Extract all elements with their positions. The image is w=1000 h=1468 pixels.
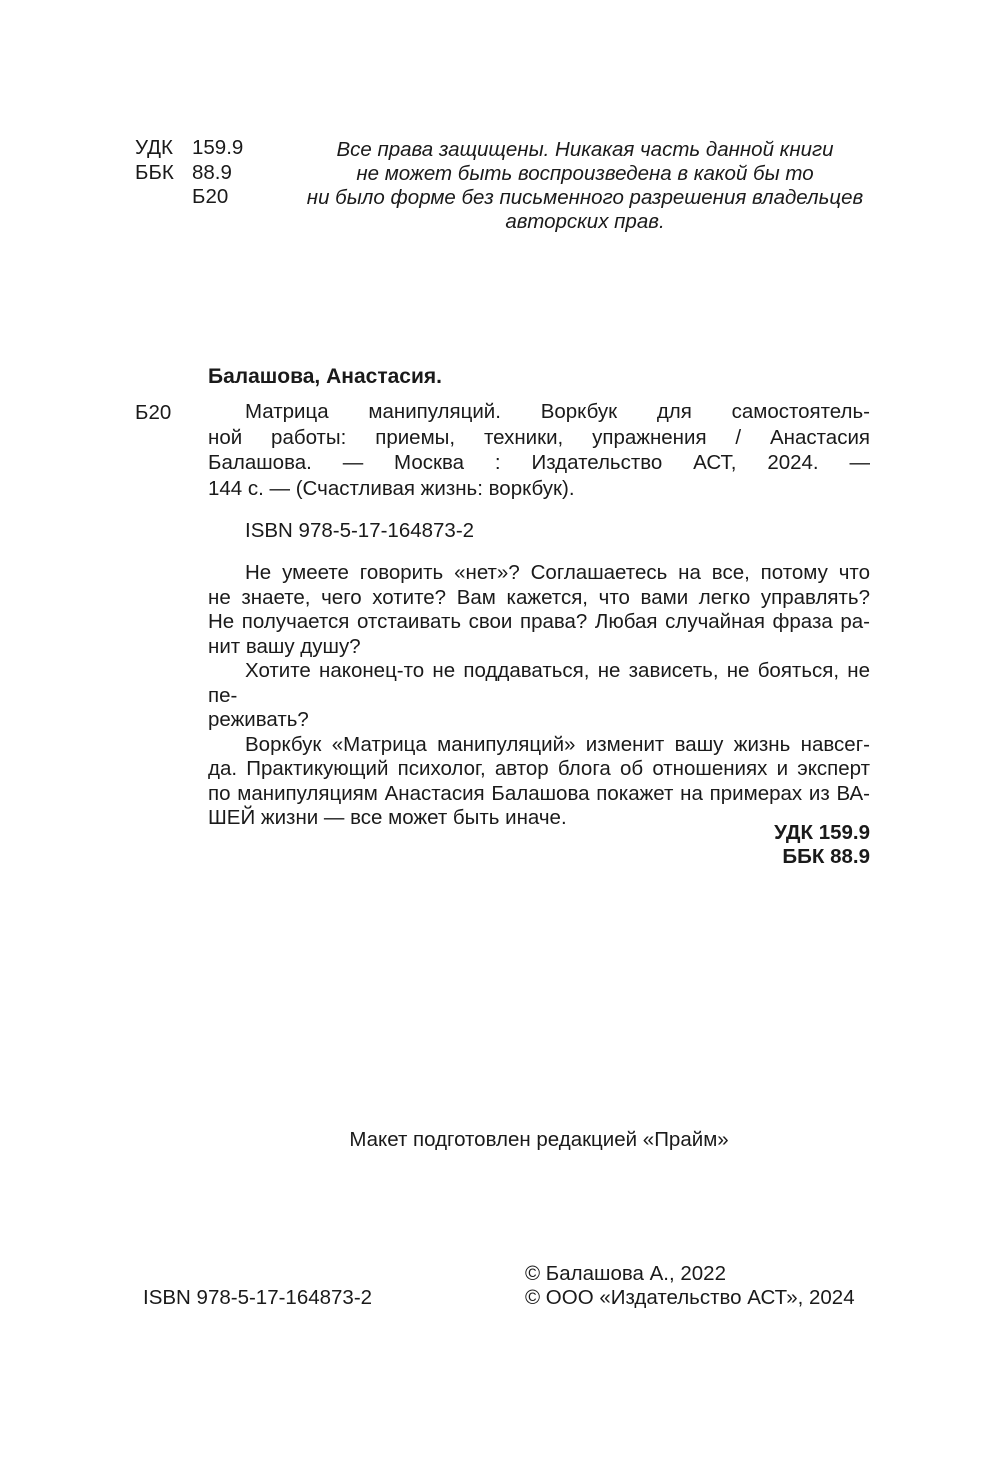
text-line: ни было форме без письменного разрешения владельцев: [306, 186, 864, 209]
text-line: да. Практикующий психолог, автор блога об отношениях и эксперт: [208, 757, 870, 780]
bottom-udk: УДК 159.9: [774, 821, 870, 844]
text-line: нит вашу душу?: [208, 634, 361, 658]
text-line: © ООО «Издательство АСТ», 2024: [525, 1286, 855, 1309]
text-line: Все права защищены. Никакая часть данной книги: [336, 138, 834, 161]
bbk-label: ББК: [135, 160, 174, 184]
text-line: по манипуляциям Анастасия Балашова покажет на примерах из ВА-: [208, 781, 870, 805]
text-line: Матрица манипуляций. Воркбук для самостоятель-: [245, 400, 870, 423]
udk-label: УДК: [135, 136, 173, 159]
text-line: авторских прав.: [505, 210, 665, 233]
text-line: Балашова. — Москва : Издательство АСТ, 2024. —: [208, 451, 870, 474]
annotation: [208, 561, 870, 831]
text-line: не может быть воспроизведена в какой бы то: [356, 162, 814, 185]
catalog-entry: [208, 399, 870, 501]
author-sign-row: [135, 185, 243, 210]
footer-isbn: ISBN 978-5-17-164873-2: [143, 1286, 373, 1309]
bbk-value: 88.9: [192, 160, 232, 184]
bottom-classification: [208, 821, 870, 868]
author-sign-value: Б20: [192, 185, 229, 208]
annotation-paragraph-2: [208, 659, 870, 733]
footer-copyright: [525, 1262, 855, 1310]
text-line: ной работы: приемы, техники, упражнения / Анастасия: [208, 425, 870, 449]
top-classification-codes: [135, 136, 243, 210]
udk-value: 159.9: [192, 136, 244, 159]
text-line: ШЕЙ жизни — все может быть иначе.: [208, 806, 567, 829]
udk-row: [135, 136, 243, 161]
text-line: Не умеете говорить «нет»? Соглашаетесь на все, потому что: [245, 561, 870, 584]
annotation-paragraph-1: [208, 561, 870, 659]
text-line: © Балашова А., 2022: [525, 1262, 726, 1285]
imprint-line: Макет подготовлен редакцией «Прайм»: [349, 1128, 729, 1151]
text-line: Воркбук «Матрица манипуляций» изменит вашу жизнь навсег-: [245, 732, 870, 756]
text-line: Не получается отстаивать свои права? Любая случайная фраза ра-: [208, 610, 870, 633]
rights-notice: [300, 138, 870, 234]
annotation-paragraph-3: [208, 733, 870, 831]
bbk-row: [135, 161, 243, 186]
catalog-entry-code: Б20: [135, 401, 172, 424]
text-line: 144 с. — (Счастливая жизнь: воркбук).: [208, 476, 575, 500]
text-line: реживать?: [208, 708, 309, 731]
isbn-line: ISBN 978-5-17-164873-2: [245, 519, 475, 542]
text-line: Хотите наконец-то не поддаваться, не зависеть, не бояться, не пе-: [208, 659, 870, 707]
catalog-author-heading: Балашова, Анастасия.: [208, 365, 442, 388]
bottom-bbk: ББК 88.9: [782, 844, 870, 868]
text-line: не знаете, чего хотите? Вам кажется, что вами легко управлять?: [208, 585, 870, 609]
